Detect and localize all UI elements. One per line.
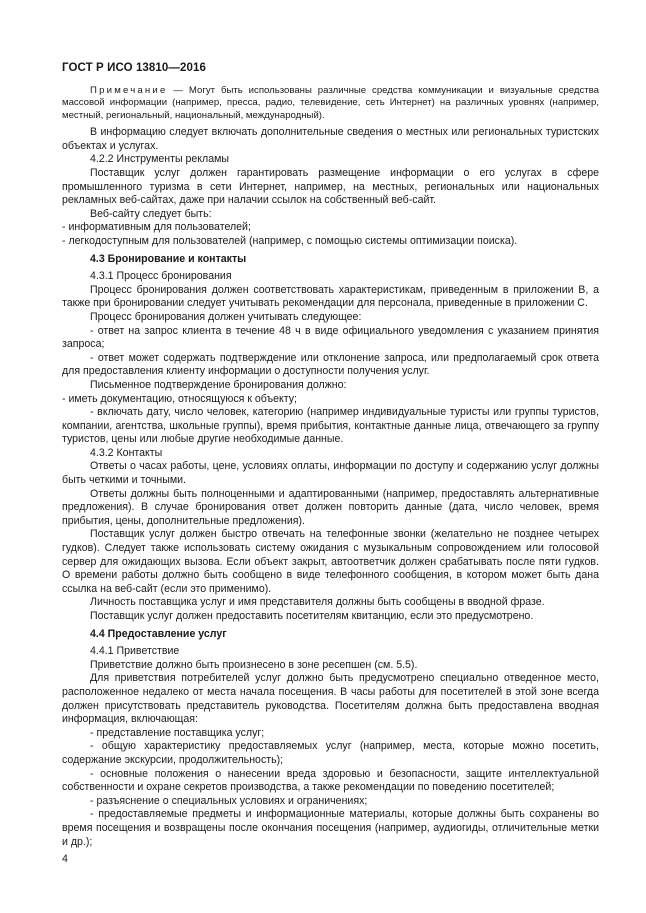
subsection-title: 4.2.2 Инструменты рекламы [90, 153, 230, 166]
paragraph: Процесс бронирования должен учитывать следующее: [90, 310, 362, 323]
paragraph: Ответы должны быть полноценными и адаптированными (например, предоставлять альтернативные предложения). В случае бронирования ответ должен повторить данные (дата, число человек, время прибытия, цены, дополнительные предложения). [62, 487, 599, 527]
page-number: 4 [62, 853, 68, 865]
list-item: - основные положения о нанесении вреда здоровью и безопасности, защите интеллектуальной собственности и охране секретов производства, а также рекомендации по поведению посетителей; [62, 767, 599, 794]
list-item: - информативным для пользователей; [62, 221, 251, 234]
paragraph: Личность поставщика услуг и имя представителя должны быть сообщены в вводной фразе. [90, 596, 545, 609]
paragraph: Поставщик услуг должен гарантировать размещение информации о его услугах в сфере промышленного туризма в сети Интернет, например, на местных, региональных или национальных рекламных веб-сайтах, даже при налачии ссылок на собственный веб-сайт. [62, 167, 599, 207]
subsection-title: 4.4.1 Приветствие [90, 645, 180, 658]
list-item: - разъяснение о специальных условиях и ограничениях; [90, 794, 368, 807]
list-item: - легкодоступным для пользователей (например, с помощью системы оптимизации поиска). [62, 234, 518, 247]
list-item: - ответ на запрос клиента в течение 48 ч в виде официального уведомления с указанием принятия запроса; [62, 324, 599, 351]
paragraph: Веб-сайту следует быть: [90, 207, 212, 220]
note-text: — Могут быть использованы различные средства коммуникации и визуальные средства массовой информации (например, пресса, радио, телевидение, сеть Интернет) на различных уровнях (например, местный, региональный, национальный, международный). [62, 85, 599, 121]
list-item: - иметь документацию, относящуюся к объекту; [62, 392, 298, 405]
list-item: - предоставляемые предметы и информационные материалы, которые должны быть сохранены во время посещения и возвращены после окончания посещения (например, аудиогиды, отличительные метки и др.); [62, 808, 599, 848]
section-heading-4-3: 4.3 Бронирование и контакты [90, 252, 247, 265]
document-body [62, 85, 599, 849]
paragraph: Письменное подтверждение бронирования должно: [90, 378, 347, 391]
standard-code-header: ГОСТ Р ИСО 13810—2016 [62, 62, 207, 74]
paragraph: Для приветствия потребителей услуг должно быть предусмотрено специально отведенное место, расположенное недалеко от места начала посещения. В часы работы для посетителей в этой зоне всегда должен присутствовать представитель руководства. Посетителям должна быть предоставлена вводная информация, включающая: [62, 672, 599, 726]
list-item: - ответ может содержать подтверждение или отклонение запроса, или предполагаемый срок ответа для предоставления клиенту информации о доступности получения услуг. [62, 351, 599, 378]
list-item: - общую характеристику предоставляемых услуг (например, места, которые можно посетить, содержание экскурсии, продолжительность); [62, 740, 599, 766]
paragraph: В информацию следует включать дополнительные сведения о местных или региональных туристских объектах и услугах. [62, 126, 599, 152]
note-paragraph [62, 85, 599, 122]
paragraph: Процесс бронирования должен соответствовать характеристикам, приведенным в приложении В, а также при бронировании следует учитывать рекомендации для персонала, приведенные в приложении С. [62, 283, 599, 310]
list-item: - включать дату, число человек, категорию (например индивидуальные туристы или группы туристов, компании, агентства, школьные группы), время прибытия, контактные данные лица, отвечающего за группу туристов, цены или любые другие необходимые данные. [62, 406, 599, 446]
paragraph: Приветствие должно быть произнесено в зоне ресепшен (см. 5.5). [90, 658, 418, 671]
subsection-title: 4.3.1 Процесс бронирования [90, 270, 232, 283]
note-label: Примечание [90, 85, 168, 96]
section-heading-4-4: 4.4 Предоставление услуг [90, 627, 227, 640]
paragraph: Поставщик услуг должен быстро отвечать на телефонные звонки (желательно не позднее четырех гудков). Следует также использовать систему ожидания с музыкальным сопровождением или голосовой сервер для ожидающих вызова. Если объект закрыт, автоответчик должен срабатывать после пяти гудков. О времени работы должно быть сообщено в виде телефонного сообщения, в котором может быть дана ссылка на веб-сайт (если это применимо). [62, 528, 599, 595]
list-item: - представление поставщика услуг; [90, 726, 265, 739]
paragraph: Поставщик услуг должен предоставить посетителям квитанцию, если это предусмотрено. [90, 610, 534, 622]
paragraph: Ответы о часах работы, цене, условиях оплаты, информации по доступу и содержанию услуг должны быть четкими и точными. [62, 460, 599, 487]
subsection-title: 4.3.2 Контакты [90, 446, 163, 459]
